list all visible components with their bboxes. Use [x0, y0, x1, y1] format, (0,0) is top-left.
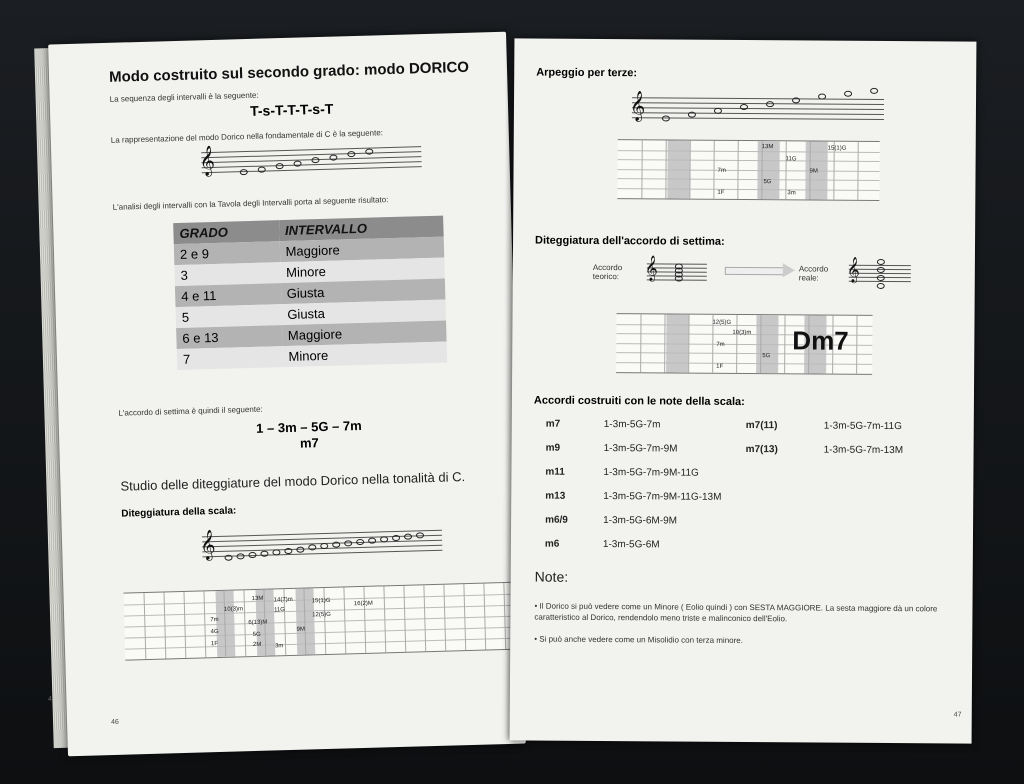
fret-label: 15(1)G [827, 145, 847, 152]
note-head [688, 112, 696, 118]
chord-symbol: m13 [545, 490, 566, 502]
treble-clef-icon: 𝄞 [199, 530, 216, 561]
note-paragraph: • Si può anche vedere come un Misolidio con terza minore. [534, 634, 743, 646]
chord-row [546, 419, 661, 431]
fret-label: 16(2)M [353, 600, 373, 608]
table-cell: 2 e 9 [174, 241, 280, 265]
note-head [870, 88, 878, 94]
chord-row [746, 420, 902, 432]
fret-label: 6(13)M [248, 619, 268, 627]
chord-row [545, 491, 721, 503]
note-head [293, 161, 301, 167]
table-cell: Giusta [280, 279, 445, 305]
chord-fretboard [616, 313, 872, 375]
table-cell: Maggiore [282, 321, 447, 347]
treble-clef-icon: 𝄞 [846, 257, 860, 283]
theoretical-chord-staff [644, 256, 707, 283]
fret-label: 2M [252, 641, 262, 649]
scale-fretboard [123, 581, 525, 660]
note-head [818, 94, 826, 100]
table-cell: 4 e 11 [175, 283, 281, 307]
note-head [675, 264, 683, 270]
note-head [416, 532, 424, 538]
treble-clef-icon: 𝄞 [644, 256, 658, 282]
table-cell: Maggiore [279, 237, 444, 263]
note-head [877, 259, 885, 265]
fret-label: 7m [210, 616, 219, 624]
arrow-icon [725, 267, 785, 275]
table-cell: 3 [174, 262, 280, 286]
fret-label: 10(3)m [732, 329, 752, 337]
real-chord-staff [846, 257, 911, 285]
treble-clef-icon: 𝄞 [199, 145, 216, 177]
note-head [240, 169, 248, 175]
fret-label: 13M [761, 144, 774, 151]
chord-formula: 1-3m-5G-6M-9M [603, 515, 678, 527]
chord-row [545, 467, 698, 479]
note-head [260, 551, 268, 557]
chord-formula: 1-3m-5G-7m-11G [823, 420, 902, 433]
notes-title: Note: [534, 568, 569, 585]
note-head [766, 101, 774, 107]
chord-symbol: m7(13) [745, 444, 778, 456]
note-head [258, 167, 266, 173]
page-title: Modo costruito sul secondo grado: modo DORICO [108, 58, 470, 86]
chord-formula: 1 – 3m – 5G – 7m [255, 417, 362, 436]
note-head [662, 115, 670, 121]
note-head [877, 283, 885, 289]
chord-symbol: m6 [544, 538, 560, 550]
analysis-intro: L'analisi degli intervalli con la Tavola degli Intervalli porta al seguente risultato: [112, 195, 389, 212]
chord-symbol: m6/9 [545, 514, 568, 526]
accordo-reale-label: Accordo reale: [798, 264, 829, 283]
table-cell: 7 [177, 346, 283, 370]
right-page [510, 38, 977, 743]
note-head [844, 91, 852, 97]
interval-table [173, 216, 447, 370]
fret-label: 12(5)G [312, 611, 331, 619]
note-head [347, 151, 355, 157]
column-header: GRADO [173, 220, 279, 244]
table-cell: Minore [282, 342, 447, 368]
fret-label: 10(3)m [223, 606, 244, 613]
fret-label: 15(1)G [311, 597, 331, 605]
note-head [877, 275, 885, 281]
fret-label: 13M [251, 595, 264, 603]
fret-label: 1F [716, 363, 724, 370]
note-head [365, 148, 373, 154]
sequence-intro: La sequenza degli intervalli è la seguente: [109, 90, 259, 104]
scale-fingering-title: Diteggiatura della scala: [121, 505, 237, 520]
note-head [311, 157, 319, 163]
fret-label: 12(5)G [712, 319, 732, 326]
arpeggio-title: Arpeggio per terze: [536, 66, 638, 80]
accordo-teorico-label: Accordo teorico: [592, 262, 623, 282]
dorian-staff [199, 144, 422, 177]
note-paragraph: • Il Dorico si può vedere come un Minore ( Eolio quindi ) con SESTA MAGGIORE. La sesta maggiore dà un colore caratteristico al Dorico, rendendolo meno triste e malinconico dell'Eolio. [534, 601, 938, 624]
column-header: INTERVALLO [279, 216, 444, 242]
chord-formula: 1-3m-5G-6M [602, 539, 660, 551]
note-head [296, 547, 304, 553]
fret-label: 7m [716, 341, 725, 348]
note-head [344, 540, 352, 546]
fret-label: 1F [717, 189, 725, 196]
chord-fingering-title: Diteggiatura dell'accordo di settima: [535, 234, 725, 248]
chord-symbol: m9 [545, 442, 561, 454]
note-head [236, 553, 244, 559]
chord-formula: 1-3m-5G-7m [603, 419, 661, 431]
chord-formula: 1-3m-5G-7m-9M-11G-13M [603, 491, 722, 503]
fret-label: 11G [785, 156, 797, 163]
scale-staff [199, 528, 443, 561]
treble-clef-icon: 𝄞 [629, 91, 646, 122]
fret-label: 5G [252, 631, 261, 639]
chord-formula: 1-3m-5G-7m-9M-11G [603, 467, 699, 479]
chord-formula: 1-3m-5G-7m-13M [823, 444, 904, 457]
chord-symbol: m7 [545, 418, 561, 430]
built-chords-title: Accordi costruiti con le note della scala: [533, 394, 745, 409]
fret-label: 9M [809, 168, 818, 175]
arpeggio-fretboard [617, 139, 879, 201]
note-head [356, 539, 364, 545]
fret-label: 3m [274, 643, 284, 650]
edge-page-number: 4 [48, 696, 52, 703]
fret-label: 5G [762, 353, 771, 360]
chord-row [545, 539, 660, 551]
page-number: 46 [111, 718, 119, 727]
table-cell: Giusta [281, 300, 446, 326]
note-head [714, 108, 722, 114]
fret-label: 4G [210, 629, 219, 636]
left-page [48, 32, 526, 757]
chord-intro: L'accordo di settima è quindi il seguente: [118, 404, 263, 418]
chord-row [546, 443, 678, 455]
chord-symbol: m11 [545, 466, 565, 478]
representation-intro: La rappresentazione del modo Dorico nella fondamentale di C è la seguente: [110, 128, 384, 145]
study-title: Studio delle diteggiature del modo Dorico nella tonalità di C. [120, 469, 466, 494]
note-head [792, 97, 800, 103]
note-head [308, 544, 316, 550]
arrow-head-icon [783, 263, 795, 277]
fret-label: 11G [273, 607, 286, 614]
note-head [329, 155, 337, 161]
note-head [877, 267, 885, 273]
fret-label: 1F [210, 641, 219, 648]
chord-formula: 1-3m-5G-7m-9M [603, 443, 678, 455]
interval-sequence: T-s-T-T-T-s-T [249, 100, 334, 119]
chord-name-large: Dm7 [792, 325, 849, 356]
note-head [276, 163, 284, 169]
fret-label: 7m [717, 167, 726, 174]
fret-label: 5G [763, 179, 772, 186]
table-cell: Minore [280, 258, 445, 284]
chord-name: m7 [299, 435, 319, 451]
page-number: 47 [953, 711, 962, 719]
chord-symbol: m7(11) [745, 420, 778, 432]
chord-row [545, 515, 677, 527]
note-head [740, 104, 748, 110]
note-head [404, 534, 412, 540]
fret-label: 9M [296, 626, 306, 633]
table-cell: 5 [176, 304, 282, 328]
note-head [248, 552, 256, 558]
table-cell: 6 e 13 [176, 325, 282, 349]
fret-label: 14(7)m [273, 596, 293, 604]
note-head [368, 538, 376, 544]
note-head [224, 555, 232, 561]
chord-row [746, 444, 904, 456]
fret-label: 3m [787, 190, 796, 197]
arpeggio-staff [629, 91, 884, 122]
